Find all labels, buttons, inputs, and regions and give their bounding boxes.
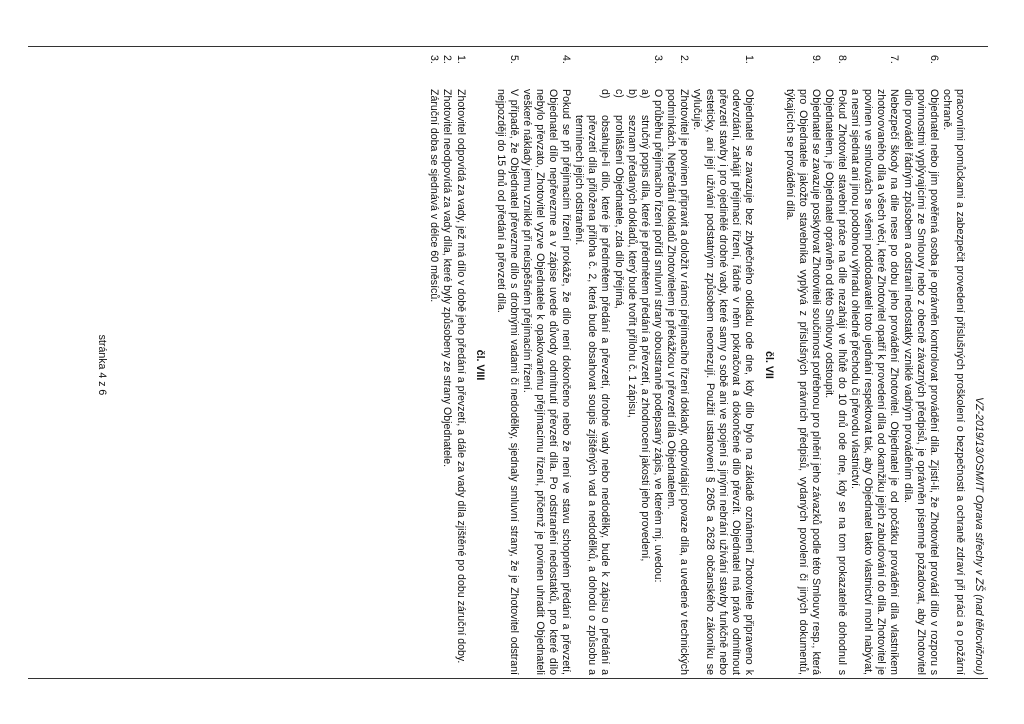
paragraph-text: Objednatel se zavazuje bez zbytečného odkladu ode dne, kdy dílo bylo na základě oznámení Zhotovitele připraveno k odevzdání, zahájit přejímací řízení, řádně v něm pokračovat a dokončené dílo převzít. Objednatel má právo odmítnout převzetí stavby i pro ojedinělé drobné vady, které samy o sobě ani ve spojení s jinými nebrání užívání stavby funkčně nebo esteticky, ani její užívání podstatným způsobem neomezují. Použití ustanovení § 2605 a 2628 občanského zákoníku se vylučuje. xyxy=(691,89,756,675)
rotated-page xyxy=(65,55,985,675)
paragraph-number: 3. xyxy=(428,55,441,64)
lettered-item xyxy=(611,55,624,675)
paragraph-number: 1. xyxy=(743,55,756,64)
lettered-item xyxy=(625,55,638,675)
item-letter: b) xyxy=(625,89,638,99)
paragraph-number: 5. xyxy=(507,55,520,64)
numbered-paragraph xyxy=(494,55,520,675)
item-text: obsahuje-li dílo, které je předmětem předání a převzetí, drobné vady nebo nedodělky, bude k zápisu o předání a převzetí díla přiložena příloha č. 2, která bude obsahovat soupis zjištěných vad a nedodělků, a dohodu o způsobu a termínech jejich odstranění. xyxy=(573,115,612,675)
paragraph-number: 7. xyxy=(888,55,901,64)
item-letter: c) xyxy=(612,89,625,98)
paragraph-text: Nebezpečí škody na díle nese po dobu jeho provádění Zhotovitel. Objednatel je od počátku provádění díla vlastníkem zhotovovaného díla a všech věcí, které Zhotovitel opatří k provedení díla od okamžiku jejich zabudování do díla. Zhotovitel je povinen ve smlouvách se všemi poddodavateli toto ujednání respektovat tak, aby Objednatel takto vlastnictví mohl nabývat, a nesmí sjednat ani jinou podobnou výhradu ohledně přechodu či převodu vlastnictví. xyxy=(849,89,901,675)
intro-text: pracovními pomůckami a zabezpečit provedení příslušných proškolení o bezpečnosti a ochraně zdraví při práci a o požární ochraně. xyxy=(940,89,966,675)
paragraph-number: 2. xyxy=(678,55,691,64)
numbered-paragraph xyxy=(440,55,453,675)
numbered-paragraph xyxy=(427,55,440,675)
paragraph-number: 2. xyxy=(441,55,454,64)
numbered-paragraph xyxy=(690,55,755,675)
numbered-paragraph xyxy=(848,55,900,675)
paragraph-number: 4. xyxy=(560,55,573,64)
paragraph-number: 6. xyxy=(927,55,940,64)
article-8-title: čl. VIII xyxy=(473,349,486,381)
paragraph-text: Objednatel se zavazuje poskytovat Zhotoviteli součinnost potřebnou pro plnění jeho závazků podle této Smlouvy resp., která pro Objednatele jakožto stavebníka vyplývá z příslušných právních předpisů, vydaných povolení či jiných dokumentů, týkajících se provádění díla. xyxy=(783,89,822,675)
numbered-paragraph xyxy=(900,55,939,675)
numbered-paragraph xyxy=(520,55,572,675)
page-footer: stránka 4 z 6 xyxy=(96,334,109,396)
article-7-title: čl. VII xyxy=(762,351,775,379)
paragraph-text: Zhotovitel odpovídá za vady, jež má dílo v době jeho předání a převzetí, a dále za vady díla zjištěné po dobu záruční doby. xyxy=(454,89,467,664)
lettered-item xyxy=(638,55,651,675)
paragraph-number: 3. xyxy=(651,55,664,64)
lettered-item xyxy=(572,55,611,675)
numbered-paragraph xyxy=(783,55,822,675)
paragraph-text: Objednatel nebo jím pověřená osoba je oprávněn kontrolovat provádění díla. Zjistí-li, že Zhotovitel provádí dílo v rozporu s povinnostmi vyplývajícími ze Smlouvy nebo z obecně závazných předpisů, je oprávněn písemně požadovat, aby Zhotovitel dílo prováděl řádným způsobem a odstranil nedostatky vzniklé vadným prováděním díla. xyxy=(901,89,940,675)
paragraph-text: Pokud se při přejímacím řízení prokáže, že dílo není dokončeno nebo že není ve stavu schopném předání a převzetí, Objednatel dílo nepřevezme a v zápise uvede důvody odmítnutí převzetí díla. Po odstranění nedostatků, pro které dílo nebylo převzato, Zhotovitel vyzve Objednatele k opakovanému přejímacímu řízení, přičemž je povinen uhradit Objednateli veškeré náklady jemu vzniklé při neúspěšném přejímacím řízení. xyxy=(520,89,573,675)
article-6-items xyxy=(783,55,940,675)
paragraph-text: Záruční doba se sjednává v délce 60 měsíců. xyxy=(428,89,441,303)
paragraph-number: 1. xyxy=(454,55,467,64)
numbered-paragraph xyxy=(664,55,690,675)
document-header: VZ-2019/13/OSM/IT Oprava střechy v ZŠ (nad tělocvičnou) xyxy=(973,397,985,675)
item-text: seznam předaných dokladů, který bude tvořit přílohu č. 1 zápisu, xyxy=(625,115,638,418)
top-rule xyxy=(28,46,988,47)
item-letter: d) xyxy=(599,89,612,99)
numbered-paragraph xyxy=(651,55,664,675)
paragraph-number: 9. xyxy=(809,55,822,64)
item-text: stručný popis díla, které je předmětem předání a převzetí, a zhodnocení jakosti jeho provedení, xyxy=(638,115,651,562)
paragraph-text: Zhotovitel neodpovídá za vady díla, které byly způsobeny ze strany Objednatele. xyxy=(441,89,454,468)
item-text: prohlášení Objednatele, zda dílo přejímá, xyxy=(612,115,625,309)
article-8-items xyxy=(427,55,466,675)
paragraph-number: 8. xyxy=(836,55,849,64)
item-letter: a) xyxy=(638,89,651,99)
paragraph-text: O průběhu přejímacího řízení pořídí smluvní strany oboustranně podepsaný zápis, ve kterém mj. uvedou: xyxy=(651,89,664,583)
bottom-rule xyxy=(28,678,988,679)
paragraph-text: V případě, že Objednatel převezme dílo s drobnými vadami či nedodělky, sjednaly smluvní strany, že je Zhotovitel odstraní nejpozději do 15 dnů od předání a převzetí díla. xyxy=(494,89,520,675)
paragraph-text: Pokud Zhotovitel stavební práce na díle nezahájí ve lhůtě do 10 dnů ode dne, kdy se na tom prokazatelně dohodnul s Objednatelem, je Objednatel oprávněn od této Smlouvy odstoupit. xyxy=(822,89,849,675)
article-7-items xyxy=(651,55,756,675)
numbered-paragraph xyxy=(453,55,466,675)
paragraph-text: Zhotovitel je povinen připravit a doložit v rámci přejímacího řízení doklady, odpovídající povaze díla, a uvedené v technických podmínkách. Nepředání dokladů Zhotovitelem je překážkou v převzetí díla Objednatelem. xyxy=(664,89,691,675)
numbered-paragraph xyxy=(822,55,848,675)
article-7-items-b xyxy=(494,55,573,675)
article-7-sub-items xyxy=(572,55,651,675)
